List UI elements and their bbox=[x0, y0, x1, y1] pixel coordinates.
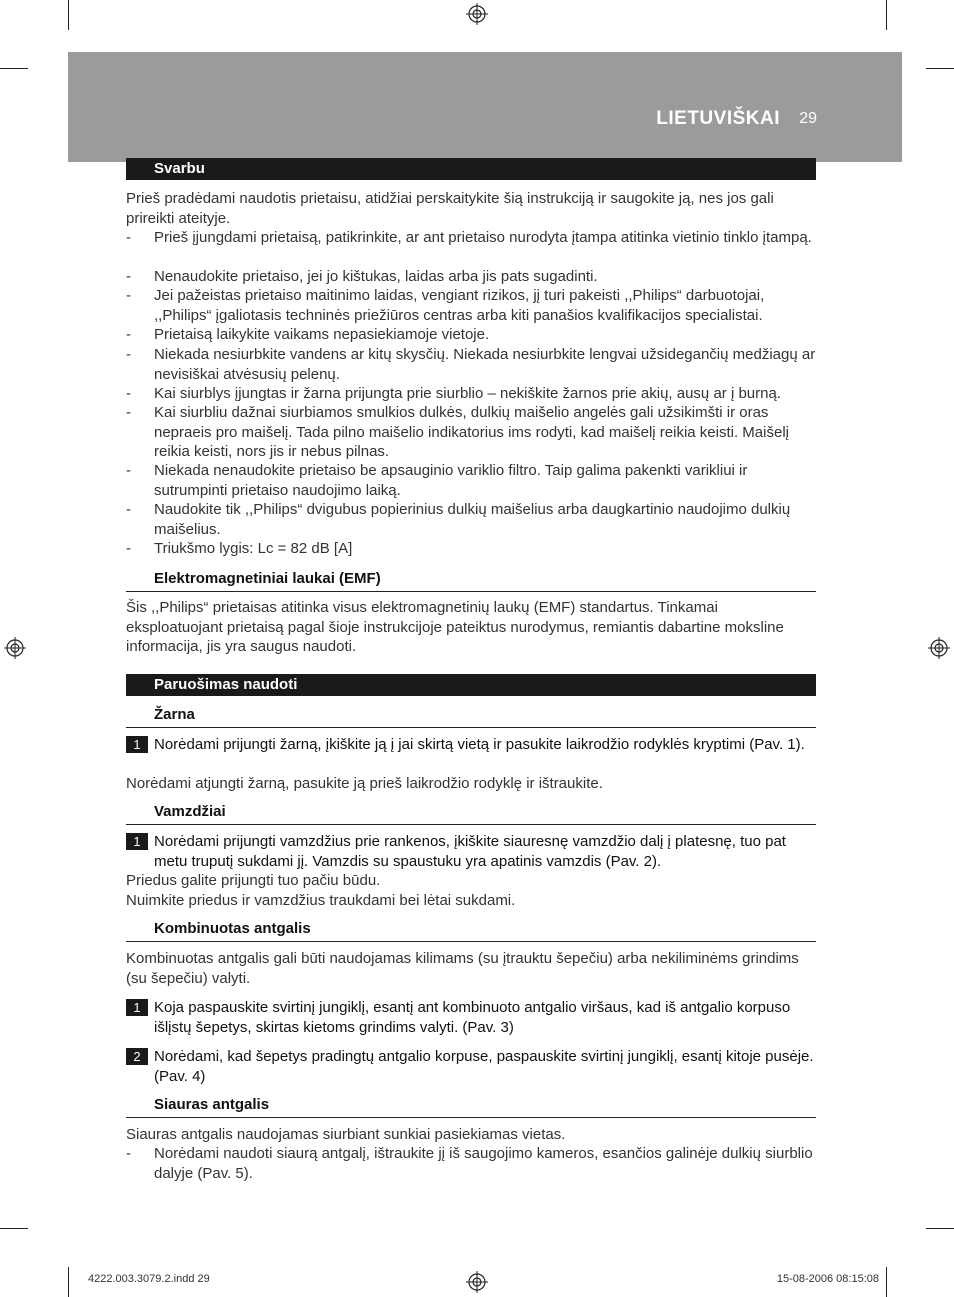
subheading-hose: Žarna bbox=[126, 705, 816, 728]
crop-mark bbox=[886, 1267, 887, 1297]
section-bar-preparation: Paruošimas naudoti bbox=[126, 674, 816, 696]
crop-mark bbox=[926, 1228, 954, 1229]
registration-mark-icon bbox=[4, 637, 26, 659]
footer-datetime: 15-08-2006 08:15:08 bbox=[776, 1273, 879, 1285]
subheading-emf: Elektromagnetiniai laukai (EMF) bbox=[126, 569, 816, 592]
step-number: 1 bbox=[126, 833, 148, 850]
hose-note: Norėdami atjungti žarną, pasukite ją prieš laikrodžio rodyklę ir ištraukite. bbox=[126, 775, 603, 792]
step-item: 1 Koja paspauskite svirtinį jungiklį, esantį ant kombinuoto antgalio viršaus, kad iš antgalio korpuso išlįstų šepetys, skirtas kietoms grindims valyti. (Pav. 3) bbox=[126, 998, 816, 1037]
list-item: - Triukšmo lygis: Lc = 82 dB [A] bbox=[126, 540, 353, 557]
step-item: 1 Norėdami prijungti vamzdžius prie rankenos, įkiškite siauresnę vamzdžio dalį į platesnę, tuo pat metu truputį sukdami jį. Vamzdis su spaustuku yra apatinis vamzdis (Pav. 2). bbox=[126, 832, 816, 871]
registration-mark-icon bbox=[928, 637, 950, 659]
crop-mark bbox=[926, 68, 954, 69]
registration-mark-icon bbox=[466, 1271, 488, 1293]
list-item: - Niekada nenaudokite prietaiso be apsauginio variklio filtro. Taip galima pakenkti varikliui ir sutrumpinti prietaiso naudojimo laiką. bbox=[126, 462, 748, 499]
subheading-combi: Kombinuotas antgalis bbox=[126, 919, 816, 942]
crop-mark bbox=[886, 0, 887, 30]
list-item: - Prieš įjungdami prietaisą, patikrinkite, ar ant prietaiso nurodyta įtampa atitinka vietinio tinklo įtampą. bbox=[126, 229, 812, 246]
registration-mark-icon bbox=[466, 3, 488, 25]
subheading-tubes: Vamzdžiai bbox=[126, 802, 816, 825]
crop-mark bbox=[0, 68, 28, 69]
subheading-crevice: Siauras antgalis bbox=[126, 1095, 816, 1118]
list-item: - Prietaisą laikykite vaikams nepasiekiamoje vietoje. bbox=[126, 326, 490, 343]
crop-mark bbox=[0, 1228, 28, 1229]
list-item: - Kai siurbliu dažnai siurbiamos smulkios dulkės, dulkių maišelio angelės gali užsikimšti ir oras nepraeis pro maišelį. Tada pilno maišelio indikatorius ims rodyti, kad maišelį reikia keisti. Maišelį reikia keisti, nors jis ir nebus pilnas. bbox=[126, 404, 789, 460]
tubes-note: Priedus galite prijungti tuo pačiu būdu. bbox=[126, 872, 381, 889]
step-number: 2 bbox=[126, 1048, 148, 1065]
crevice-intro: Siauras antgalis naudojamas siurbiant sunkiai pasiekiamas vietas. bbox=[126, 1126, 566, 1143]
combi-intro: Kombinuotas antgalis gali būti naudojamas kilimams (su įtrauktu šepečiu) arba nekiliminėms grindims (su šepečiu) valyti. bbox=[126, 950, 799, 987]
footer-file: 4222.003.3079.2.indd 29 bbox=[88, 1273, 210, 1285]
language-label: LIETUVIŠKAI bbox=[656, 108, 780, 129]
page-number: 29 bbox=[799, 110, 817, 127]
crop-mark bbox=[68, 0, 69, 30]
step-number: 1 bbox=[126, 736, 148, 753]
important-intro: Prieš pradėdami naudotis prietaisu, atidžiai perskaitykite šią instrukciją ir saugokite ją, nes jos gali prireikti ateityje. bbox=[126, 190, 774, 227]
section-bar-important: Svarbu bbox=[126, 158, 816, 180]
step-number: 1 bbox=[126, 999, 148, 1016]
step-item: 2 Norėdami, kad šepetys pradingtų antgalio korpuse, paspauskite svirtinį jungiklį, esantį kitoje pusėje. (Pav. 4) bbox=[126, 1047, 816, 1086]
list-item: - Naudokite tik ,,Philips“ dvigubus popierinius dulkių maišelius arba daugkartinio naudojimo dulkių maišelius. bbox=[126, 501, 791, 538]
header-band bbox=[68, 52, 902, 162]
step-item: 1 Norėdami prijungti žarną, įkiškite ją į jai skirtą vietą ir pasukite laikrodžio rodyklės kryptimi (Pav. 1). bbox=[126, 735, 816, 755]
list-item: - Niekada nesiurbkite vandens ar kitų skysčių. Niekada nesiurbkite lengvai užsidegančių medžiagų ar nevisiškai atvėsusių pelenų. bbox=[126, 346, 816, 383]
tubes-note: Nuimkite priedus ir vamzdžius traukdami bei lėtai sukdami. bbox=[126, 892, 516, 909]
crop-mark bbox=[68, 1267, 69, 1297]
list-item: - Kai siurblys įjungtas ir žarna prijungta prie siurblio – nekiškite žarnos prie akių, ausų ar į burną. bbox=[126, 385, 781, 402]
list-item: - Jei pažeistas prietaiso maitinimo laidas, vengiant rizikos, jį turi pakeisti ,,Philips“ darbuotojai, ,,Philips“ įgaliotasis techninės priežiūros centras arba kiti panašios kvalifikacijos specialistai. bbox=[126, 287, 765, 324]
emf-text: Šis ,,Philips“ prietaisas atitinka visus elektromagnetinių laukų (EMF) standartus. Tinkamai eksploatuojant prietaisą pagal šioje instrukcijoje pateiktus nurodymus, remiantis dabartine moksline informacija, jis yra saugus naudoti. bbox=[126, 599, 784, 655]
list-item: - Nenaudokite prietaiso, jei jo kištukas, laidas arba jis pats sugadinti. bbox=[126, 268, 598, 285]
list-item: - Norėdami naudoti siaurą antgalį, ištraukite jį iš saugojimo kameros, esančios galinėje dulkių siurblio dalyje (Pav. 5). bbox=[126, 1145, 813, 1182]
